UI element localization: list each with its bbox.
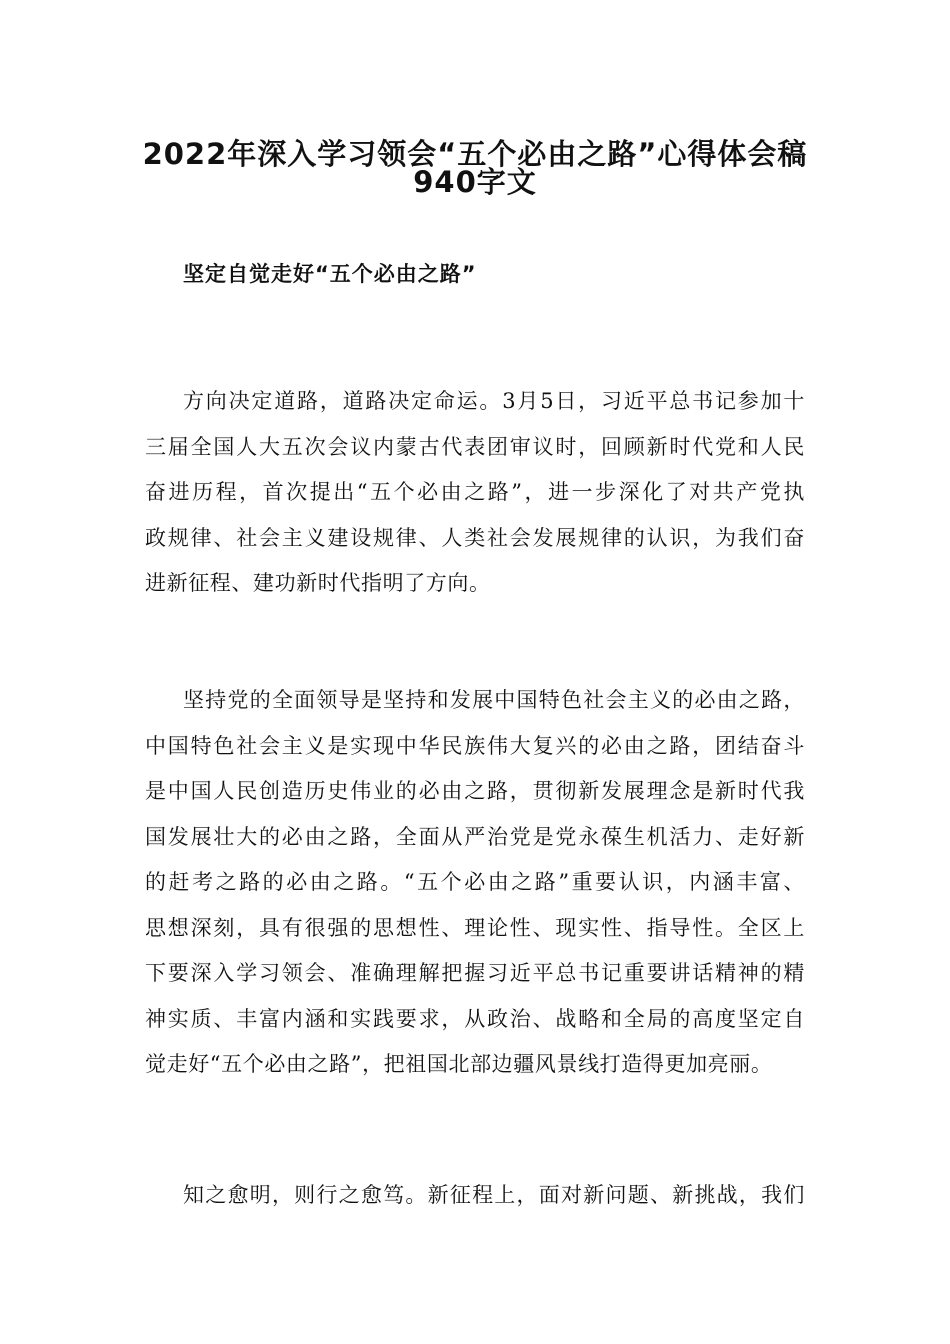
paragraph-line: 方向决定道路，道路决定命运。3月5日，习近平总书记参加十	[183, 389, 805, 413]
paragraph-line: 下要深入学习领会、准确理解把握习近平总书记重要讲话精神的精	[145, 961, 805, 985]
paragraph-line: 奋进历程，首次提出“五个必由之路”，进一步深化了对共产党执	[145, 480, 805, 504]
paragraph-2	[145, 678, 805, 1088]
document-title-line-2: 940字文	[413, 165, 537, 199]
paragraph-line: 觉走好“五个必由之路”，把祖国北部边疆风景线打造得更加亮丽。	[145, 1052, 773, 1076]
paragraph-line: 思想深刻，具有很强的思想性、理论性、现实性、指导性。全区上	[145, 915, 805, 940]
paragraph-line: 知之愈明，则行之愈笃。新征程上，面对新问题、新挑战，我们	[183, 1183, 805, 1207]
document-title-line-1: 2022年深入学习领会“五个必由之路”心得体会稿	[142, 137, 808, 171]
paragraph-1	[145, 379, 805, 607]
paragraph-line: 是中国人民创造历史伟业的必由之路，贯彻新发展理念是新时代我	[145, 779, 805, 803]
paragraph-line: 三届全国人大五次会议内蒙古代表团审议时，回顾新时代党和人民	[145, 434, 805, 459]
paragraph-line: 坚持党的全面领导是坚持和发展中国特色社会主义的必由之路，	[183, 688, 805, 712]
section-heading: 坚定自觉走好“五个必由之路”	[183, 262, 477, 286]
paragraph-line: 政规律、社会主义建设规律、人类社会发展规律的认识，为我们奋	[145, 525, 805, 550]
paragraph-line: 中国特色社会主义是实现中华民族伟大复兴的必由之路，团结奋斗	[145, 733, 805, 758]
paragraph-line: 神实质、丰富内涵和实践要求，从政治、战略和全局的高度坚定自	[145, 1006, 805, 1031]
paragraph-line: 进新征程、建功新时代指明了方向。	[145, 571, 491, 595]
paragraph-3	[145, 1173, 805, 1219]
paragraph-line: 国发展壮大的必由之路，全面从严治党是党永葆生机活力、走好新	[145, 824, 805, 849]
paragraph-line: 的赶考之路的必由之路。“五个必由之路”重要认识，内涵丰富、	[145, 870, 805, 894]
